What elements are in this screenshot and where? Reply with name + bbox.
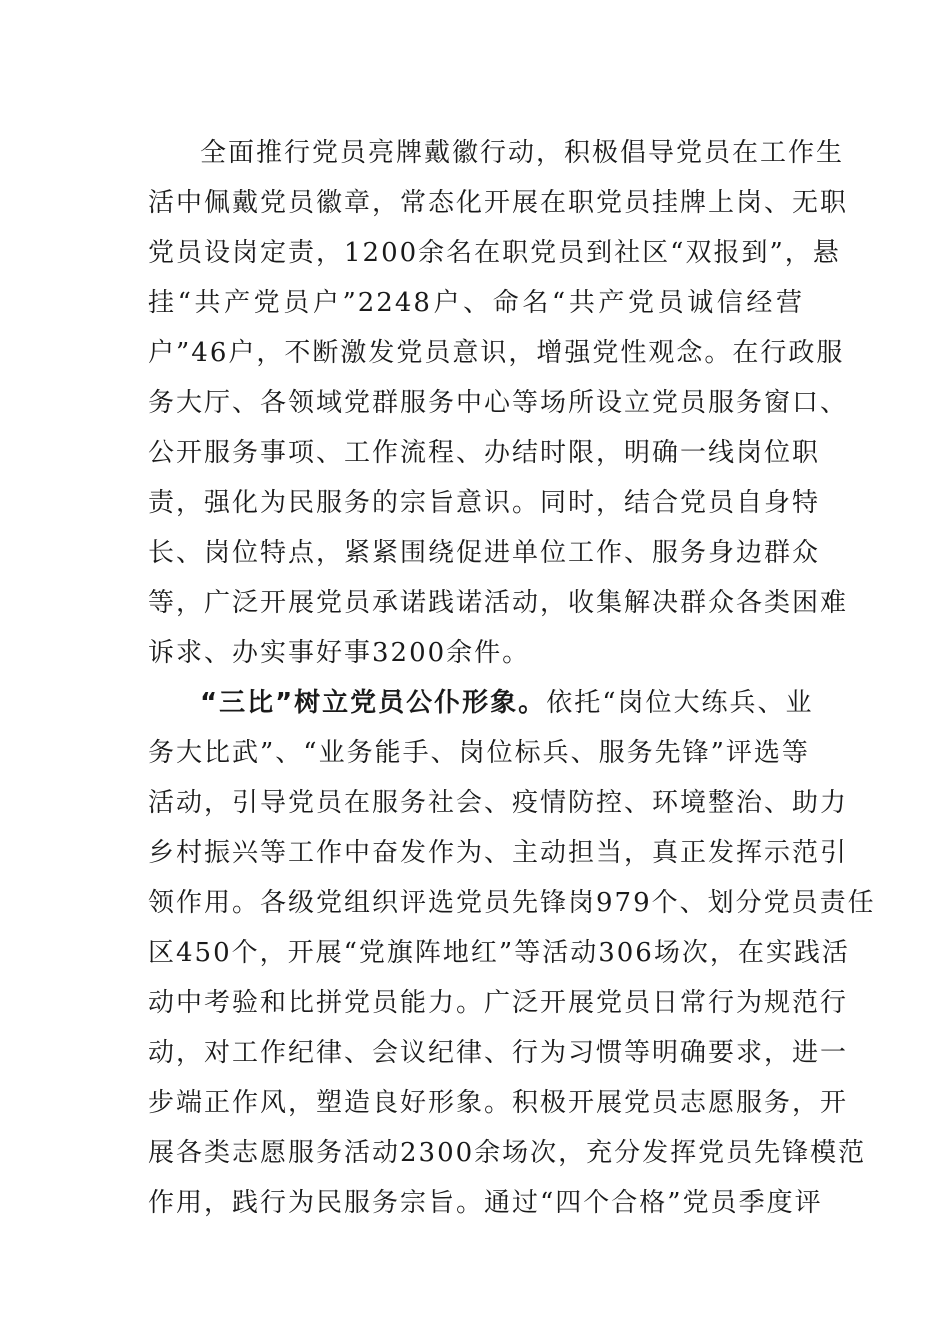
paragraph-1-line-6: 务大厅、各领域党群服务中心等场所设立党员服务窗口、 bbox=[148, 388, 849, 418]
paragraph-1-line-3: 党员设岗定责，1200余名在职党员到社区“双报到”，悬 bbox=[148, 238, 841, 268]
paragraph-1-line-11: 诉求、办实事好事3200余件。 bbox=[148, 638, 531, 668]
paragraph-1-line-8: 责，强化为民服务的宗旨意识。同时，结合党员自身特 bbox=[148, 488, 821, 518]
paragraph-2-line-2: 务大比武”、“业务能手、岗位标兵、服务先锋”评选等 bbox=[148, 738, 810, 768]
paragraph-1-line-7: 公开服务事项、工作流程、办结时限，明确一线岗位职 bbox=[148, 438, 821, 468]
paragraph-1-line-5: 户”46户，不断激发党员意识，增强党性观念。在行政服 bbox=[148, 338, 845, 368]
paragraph-1-line-2: 活中佩戴党员徽章，常态化开展在职党员挂牌上岗、无职 bbox=[148, 188, 849, 218]
paragraph-2-line-6: 区450个，开展“党旗阵地红”等活动306场次，在实践活 bbox=[148, 938, 850, 968]
paragraph-2-line-1 bbox=[200, 684, 814, 722]
paragraph-2-line-3: 活动，引导党员在服务社会、疫情防控、环境整治、助力 bbox=[148, 788, 849, 818]
paragraph-2-line-11: 作用，践行为民服务宗旨。通过“四个合格”党员季度评 bbox=[148, 1188, 823, 1218]
paragraph-1-line-4: 挂“共产党员户”2248户、命名“共产党员诚信经营 bbox=[148, 288, 804, 318]
paragraph-1-line-9: 长、岗位特点，紧紧围绕促进单位工作、服务身边群众 bbox=[148, 538, 821, 568]
paragraph-1-line-1: 全面推行党员亮牌戴徽行动，积极倡导党员在工作生 bbox=[200, 138, 845, 168]
paragraph-2-line-7: 动中考验和比拼党员能力。广泛开展党员日常行为规范行 bbox=[148, 988, 849, 1018]
paragraph-2-line-4: 乡村振兴等工作中奋发作为、主动担当，真正发挥示范引 bbox=[148, 838, 849, 868]
paragraph-2-line-5: 领作用。各级党组织评选党员先锋岗979个、划分党员责任 bbox=[148, 888, 876, 918]
paragraph-2-line-9: 步端正作风，塑造良好形象。积极开展党员志愿服务，开 bbox=[148, 1088, 849, 1118]
paragraph-2-heading: “三比”树立党员公仆形象。 bbox=[200, 688, 547, 718]
paragraph-2-line-10: 展各类志愿服务活动2300余场次，充分发挥党员先锋模范 bbox=[148, 1138, 867, 1168]
paragraph-2-line-1-rest: 依托“岗位大练兵、业 bbox=[546, 688, 814, 718]
paragraph-1-line-10: 等，广泛开展党员承诺践诺活动，收集解决群众各类困难 bbox=[148, 588, 849, 618]
paragraph-2-line-8: 动，对工作纪律、会议纪律、行为习惯等明确要求，进一 bbox=[148, 1038, 849, 1068]
